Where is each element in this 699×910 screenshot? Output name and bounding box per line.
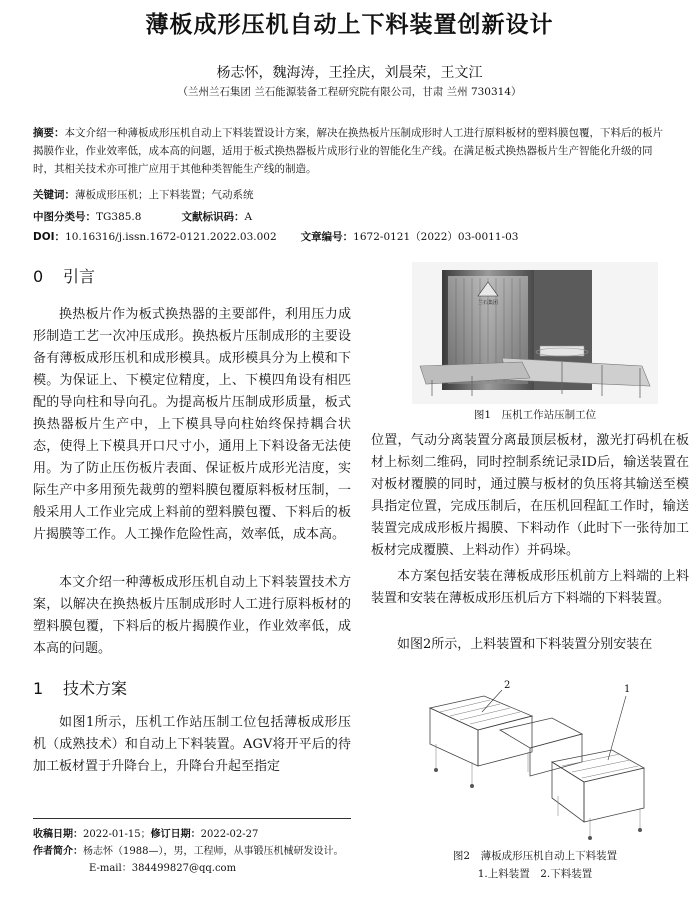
section-0-paragraph-1: 换热板片作为板式换热器的主要部件，利用压力成形制造工艺一次冲压成形。换热板片压制成形的主要设备有薄板成形压机和成形模具。成形模具分为上模和下模。为保证上、下模定位精度，上、下模四角设有相匹配的导向柱和导向孔。为提高板片压制成形质量，板式换热器板片生产中，上下模具导向柱始终保持耦合状态，使得上下模具开口尺寸小，通用上下料设备无法使用。为了防止压伤板片表面、保证板片成形光洁度，实际生产中多用预先裁剪的塑料膜包覆原料板材压制，一般采用人工作业完成上料前的塑料膜包覆、下料后的板片揭膜等工作。人工操作危险性高，效率低，成本高。 — [33, 307, 351, 542]
right-column-paragraph-3: 如图2所示，上料装置和下料装置分别安装在 — [397, 637, 653, 652]
figure-1-logo-text: 兰石集团 — [477, 300, 499, 306]
doi-line — [33, 228, 518, 246]
section-1-heading — [33, 676, 127, 699]
article-number-value: 1672-0121（2022）03-0011-03 — [353, 231, 519, 243]
section-1-number: 1 — [33, 679, 44, 698]
article-number-label: 文章编号： — [300, 231, 354, 243]
affiliation: （兰州兰石集团 兰石能源装备工程研究院有限公司，甘肃 兰州 730314） — [177, 86, 522, 98]
abstract-text: 本文介绍一种薄板成形压机自动上下料装置设计方案，解决在换热板片压制成形时人工进行原料板材的塑料膜包覆，下料后的板片揭膜作业，作业效率低，成本高的问题，适用于板式换热器板片成形行业的智能化生产线。在满足板式换热器板片生产智能化升级的同时，其相关技术亦可推广应用于其他种类智能生产线的制造。 — [33, 127, 663, 175]
right-column-paragraph-2: 本方案包括安装在薄板成形压机前方上料端的上料装置和安装在薄板成形压机后方下料端的下料装置。 — [371, 569, 689, 606]
author-bio: 杨志怀（1988—），男，工程师，从事锻压机械研发设计。 — [83, 846, 344, 857]
section-1-paragraph-1: 如图1所示，压机工作站压制工位包括薄板成形压机（成熟技术）和自动上下料装置。AGV将开平后的待加工板材置于升降台上，升降台升起至指定 — [33, 715, 351, 774]
clc-value: TG385.8 — [96, 211, 142, 223]
doc-code-label: 文献标识码： — [181, 211, 245, 223]
figure-2-legend: 1.上料装置 2.下料装置 — [477, 868, 593, 880]
figure-2-label-2: 2 — [504, 680, 511, 691]
section-0-number: 0 — [33, 267, 44, 286]
figure-2-label-1: 1 — [624, 684, 631, 695]
keywords-label: 关键词： — [33, 189, 75, 201]
right-column-paragraph-1: 位置，气动分离装置分离最顶层板材，激光打码机在板材上标刻二维码，同时控制系统记录ID后，输送装置在对板材覆膜的同时，通过膜与板材的负压将其输送至模具指定位置，完成压制后，在压机回程缸工作时，输送装置完成成形板片揭膜、下料动作（此时下一张待加工板材完成覆膜、上料动作）并码垛。 — [371, 433, 689, 558]
doi-label: DOI： — [33, 231, 66, 243]
footnote-rule — [33, 818, 351, 819]
abstract-label: 摘要： — [33, 127, 65, 139]
paper-title: 薄板成形压机自动上下料装置创新设计 — [145, 12, 554, 38]
section-0-paragraph-2: 本文介绍一种薄板成形压机自动上下料装置技术方案，以解决在换热板片压制成形时人工进行原料板材的塑料膜包覆，下料后的板片揭膜作业，作业效率低，成本高的问题。 — [33, 575, 351, 656]
revised-date: 2022-02-27 — [200, 829, 259, 840]
section-0-heading — [33, 264, 95, 287]
clc-label: 中图分类号： — [33, 211, 96, 223]
author-bio-label: 作者简介： — [33, 846, 83, 857]
revised-label: 修订日期： — [150, 829, 201, 840]
keywords — [33, 186, 254, 204]
received-date: 2022-01-15； — [83, 829, 151, 840]
footnote — [33, 826, 363, 877]
abstract — [33, 124, 671, 178]
figure-1-image — [412, 262, 658, 404]
section-1-title: 技术方案 — [63, 679, 128, 698]
received-label: 收稿日期： — [33, 829, 83, 840]
figure-2-caption: 图2 薄板成形压机自动上下料装置 — [452, 850, 618, 862]
figure-2-image — [412, 672, 658, 842]
figure-1-caption: 图1 压机工作站压制工位 — [473, 409, 597, 421]
author-list: 杨志怀，魏海涛，王拴庆，刘晨荣，王文江 — [216, 65, 483, 81]
doi-value: 10.16316/j.issn.1672-0121.2022.03.002 — [65, 231, 277, 243]
keywords-text: 薄板成形压机；上下料装置；气动系统 — [75, 189, 254, 201]
section-0-title: 引言 — [63, 267, 96, 286]
doc-code-value: A — [244, 211, 253, 223]
author-email: E-mail：384499827@qq.com — [89, 863, 237, 874]
classification — [33, 208, 252, 226]
